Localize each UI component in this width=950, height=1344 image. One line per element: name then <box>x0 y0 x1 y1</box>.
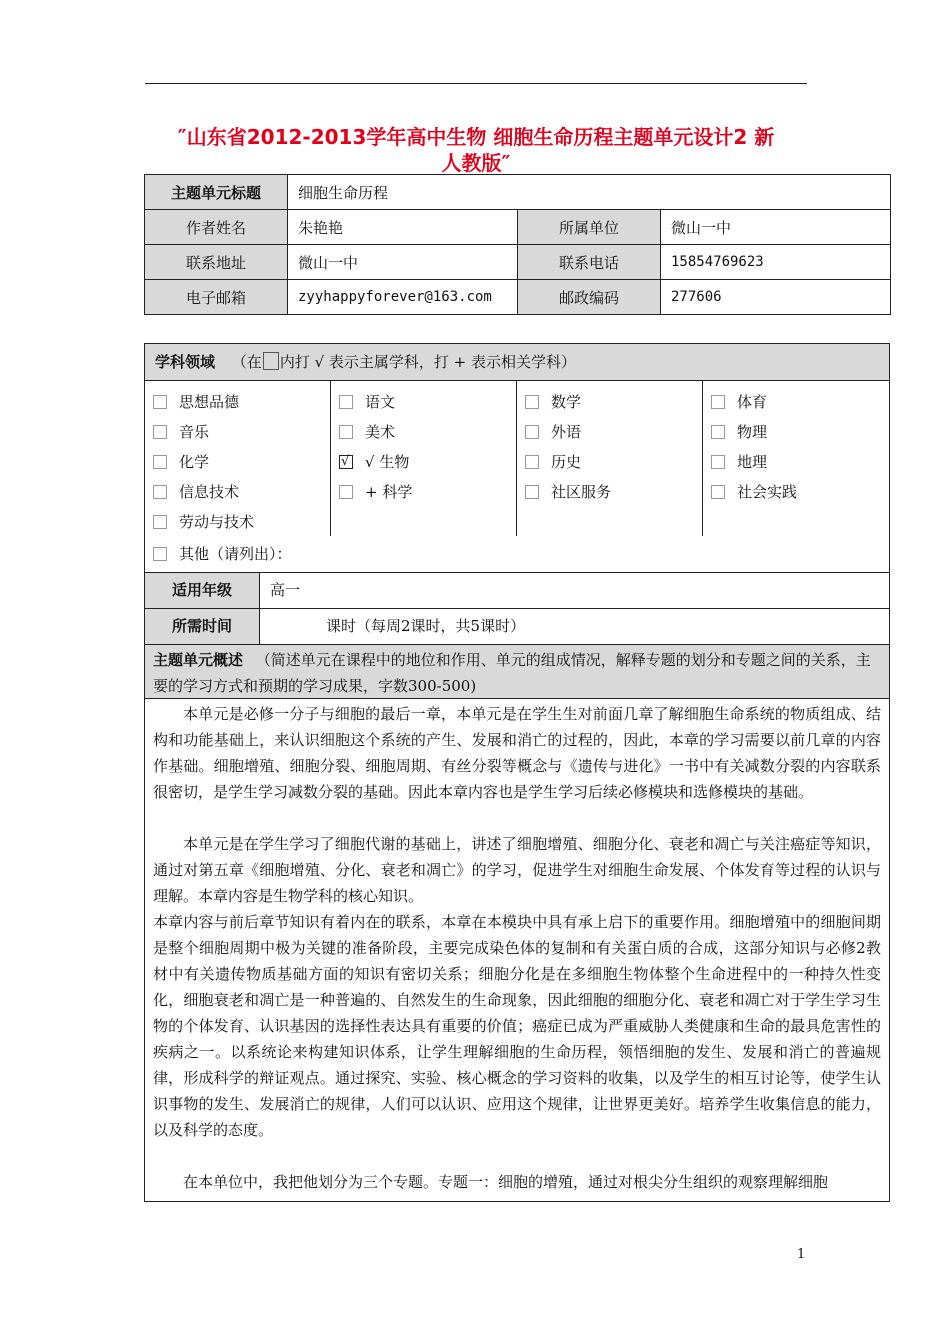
domain-note-after: 内打 √ 表示主属学科，打 + 表示相关学科） <box>279 353 577 371</box>
subject-label: + 科学 <box>365 483 413 501</box>
overview-paragraph-1: 本单元是必修一分子与细胞的最后一章，本单元是在学生生对前面几章了解细胞生命系统的物质组成、结构和功能基础上，来认识细胞这个系统的产生、发展和消亡的过程的，因此，本章的学习需要以前几章的内容作基础。细胞增殖、细胞分裂、细胞周期、有丝分裂等概念与《遗传与进化》一书中有关减数分裂的内容联系很密切，是学生学习减数分裂的基础。因此本章内容也是学生学习后续必修模块和选修模块的基础。 <box>153 705 881 801</box>
org-label: 所属单位 <box>518 210 661 245</box>
info-table <box>144 174 891 315</box>
checkbox-icon[interactable] <box>153 455 167 469</box>
address-value: 微山一中 <box>288 245 518 280</box>
subject-column-1 <box>145 381 331 536</box>
subject-item[interactable] <box>703 447 889 477</box>
overview-note: （简述单元在课程中的地位和作用、单元的组成情况，解释专题的划分和专题之间的关系，主要的学习方式和预期的学习成果，字数300-500) <box>153 651 871 695</box>
checkbox-icon[interactable] <box>711 425 725 439</box>
subject-label: 美术 <box>365 423 396 441</box>
overview-paragraph-4: 在本单位中，我把他划分为三个专题。专题一：细胞的增殖，通过对根尖分生组织的观察理解细胞 <box>183 1173 829 1191</box>
subject-item[interactable] <box>703 417 889 447</box>
checkbox-sample-icon <box>263 352 279 370</box>
subject-grid <box>145 381 889 536</box>
subject-label: 物理 <box>737 423 768 441</box>
checkbox-icon[interactable] <box>339 485 353 499</box>
subject-label: 社区服务 <box>551 483 612 501</box>
subject-item[interactable] <box>145 507 330 537</box>
checkbox-icon[interactable] <box>711 455 725 469</box>
design-table <box>144 343 890 1202</box>
checkbox-icon[interactable] <box>153 395 167 409</box>
unit-title-label: 主题单元标题 <box>145 175 288 210</box>
subject-item[interactable] <box>331 387 516 417</box>
subject-item[interactable] <box>703 387 889 417</box>
phone-value: 15854769623 <box>661 245 891 280</box>
subject-column-2 <box>331 381 517 536</box>
overview-header <box>145 644 889 698</box>
subject-label: 历史 <box>551 453 582 471</box>
subject-column-3 <box>517 381 703 536</box>
unit-title-value: 细胞生命历程 <box>288 175 891 210</box>
time-row <box>145 608 889 644</box>
overview-body <box>145 698 889 1201</box>
other-label: 其他（请列出）： <box>179 545 292 563</box>
email-label: 电子邮箱 <box>145 280 288 315</box>
checkbox-icon[interactable] <box>153 425 167 439</box>
subject-item[interactable] <box>517 387 702 417</box>
subject-item[interactable] <box>145 447 330 477</box>
author-value: 朱艳艳 <box>288 210 518 245</box>
subject-label: 地理 <box>737 453 768 471</box>
checked-checkbox-icon[interactable] <box>339 455 353 469</box>
org-value: 微山一中 <box>661 210 891 245</box>
overview-label: 主题单元概述 <box>153 651 244 669</box>
subject-column-4 <box>703 381 889 536</box>
subject-label: 思想品德 <box>179 393 240 411</box>
subject-label: 外语 <box>551 423 582 441</box>
subject-item[interactable] <box>145 417 330 447</box>
subject-label: 数学 <box>551 393 582 411</box>
zip-value: 277606 <box>661 280 891 315</box>
grade-row <box>145 572 889 608</box>
subject-item[interactable] <box>145 477 330 507</box>
subject-label: 体育 <box>737 393 768 411</box>
subject-label: 劳动与技术 <box>179 513 255 531</box>
checkbox-icon[interactable] <box>711 485 725 499</box>
subject-item[interactable] <box>517 417 702 447</box>
title-line-2: 人教版″ <box>441 151 511 175</box>
domain-note-before: （在 <box>231 353 262 371</box>
checkbox-icon[interactable] <box>339 395 353 409</box>
time-label: 所需时间 <box>145 609 260 644</box>
phone-label: 联系电话 <box>518 245 661 280</box>
subject-label: 信息技术 <box>179 483 240 501</box>
subject-item-other[interactable] <box>145 536 889 572</box>
subject-item-science[interactable] <box>331 477 516 507</box>
subject-label: 语文 <box>365 393 396 411</box>
checkbox-icon[interactable] <box>525 395 539 409</box>
subject-item-biology[interactable] <box>331 447 516 477</box>
domain-label: 学科领域 <box>155 353 216 371</box>
document-title <box>145 124 807 176</box>
subject-item[interactable] <box>517 477 702 507</box>
overview-paragraph-3: 本章内容与前后章节知识有着内在的联系，本章在本模块中具有承上启下的重要作用。细胞增殖中的细胞间期是整个细胞周期中极为关键的准备阶段，主要完成染色体的复制和有关蛋白质的合成，这部分知识与必修2教材中有关遗传物质基础方面的知识有密切关系；细胞分化是在多细胞生物体整个生命进程中的一种持久性变化，细胞衰老和凋亡是一种普遍的、自然发生的生命现象，因此细胞的细胞分化、衰老和凋亡对于学生学习生物的个体发育、认识基因的选择性表达具有重要的价值；癌症已成为严重威胁人类健康和生命的最具危害性的疾病之一。以系统论来构建知识体系，让学生理解细胞的生命历程，领悟细胞的发生、发展和消亡的普遍规律，形成科学的辩证观点。通过探究、实验、核心概念的学习资料的收集，以及学生的相互讨论等，使学生认识事物的发生、发展消亡的规律，人们可以认识、应用这个规律，让世界更美好。培养学生收集信息的能力，以及科学的态度。 <box>153 913 881 1139</box>
checkbox-icon[interactable] <box>525 455 539 469</box>
subject-label: 社会实践 <box>737 483 798 501</box>
grade-label: 适用年级 <box>145 573 260 608</box>
checkbox-icon[interactable] <box>525 425 539 439</box>
subject-item[interactable] <box>331 417 516 447</box>
checkbox-icon[interactable] <box>153 547 167 561</box>
page-number: 1 <box>797 1247 806 1262</box>
subject-label: √ 生物 <box>365 453 410 471</box>
author-label: 作者姓名 <box>145 210 288 245</box>
checkbox-icon[interactable] <box>153 485 167 499</box>
address-label: 联系地址 <box>145 245 288 280</box>
subject-item[interactable] <box>145 387 330 417</box>
header-rule <box>145 83 807 84</box>
zip-label: 邮政编码 <box>518 280 661 315</box>
subject-label: 化学 <box>179 453 210 471</box>
subject-item[interactable] <box>517 447 702 477</box>
grade-value: 高一 <box>270 581 301 599</box>
domain-header <box>145 344 889 381</box>
checkbox-icon[interactable] <box>153 515 167 529</box>
title-line-1: ″山东省2012-2013学年高中生物 细胞生命历程主题单元设计2 新 <box>177 125 775 149</box>
checkbox-icon[interactable] <box>339 425 353 439</box>
email-value: zyyhappyforever@163.com <box>288 280 518 315</box>
subject-item[interactable] <box>703 477 889 507</box>
subject-label: 音乐 <box>179 423 210 441</box>
time-value: 课时（每周2课时，共5课时） <box>326 617 526 635</box>
checkbox-icon[interactable] <box>711 395 725 409</box>
overview-paragraph-2: 本单元是在学生学习了细胞代谢的基础上，讲述了细胞增殖、细胞分化、衰老和凋亡与关注癌症等知识，通过对第五章《细胞增殖、分化、衰老和凋亡》的学习，促进学生对细胞生命发展、个体发育等过程的认识与理解。本章内容是生物学科的核心知识。 <box>153 835 881 905</box>
checkbox-icon[interactable] <box>525 485 539 499</box>
